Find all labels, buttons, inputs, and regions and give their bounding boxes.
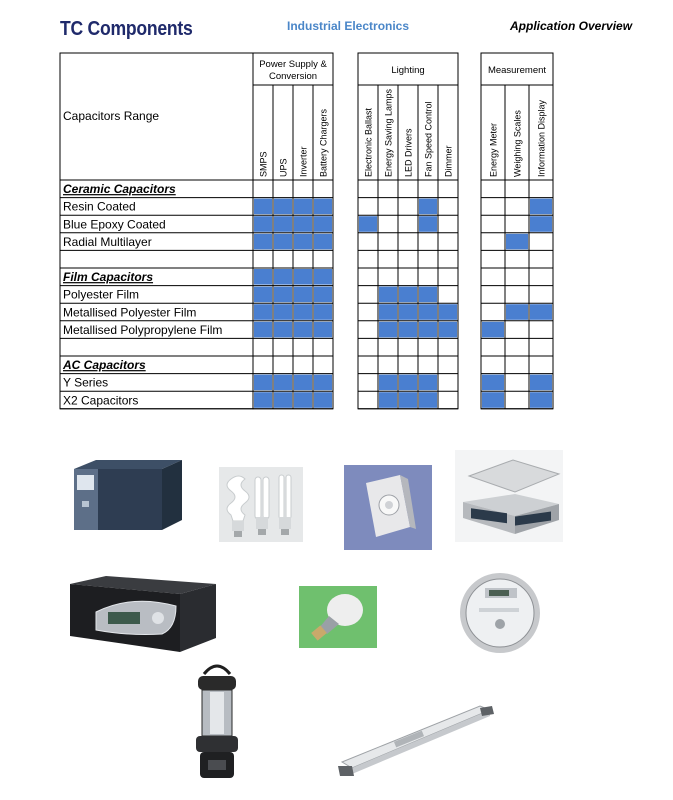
application-mark	[314, 392, 332, 408]
row-label: Polyester Film	[63, 287, 140, 302]
application-mark	[506, 304, 528, 320]
application-mark	[314, 234, 332, 250]
application-mark	[274, 375, 292, 391]
row-label: Radial Multilayer	[63, 234, 152, 249]
application-mark	[482, 322, 504, 338]
application-mark	[294, 304, 312, 320]
column-header: Weighing Scales	[512, 110, 523, 177]
group-header-label: Lighting	[391, 65, 425, 76]
ballast-photo	[334, 700, 496, 782]
application-mark	[314, 269, 332, 285]
application-mark	[254, 199, 272, 215]
application-mark	[530, 304, 552, 320]
application-mark	[379, 304, 397, 320]
application-mark	[399, 322, 417, 338]
dimmer-photo	[344, 465, 432, 550]
group-header-label: Conversion	[268, 71, 318, 82]
application-mark	[254, 234, 272, 250]
application-mark	[274, 199, 292, 215]
application-mark	[439, 322, 457, 338]
application-mark	[254, 216, 272, 232]
inverter-photo	[66, 572, 218, 654]
column-header: Energy Saving Lamps	[383, 88, 394, 177]
application-mark	[274, 322, 292, 338]
application-mark	[482, 392, 504, 408]
application-mark	[254, 322, 272, 338]
group-header-label: Power Supply &	[259, 59, 327, 70]
application-mark	[274, 269, 292, 285]
section-title: Industrial Electronics	[287, 19, 410, 33]
application-mark	[294, 287, 312, 303]
application-mark	[314, 287, 332, 303]
corner-label: Capacitors Range	[63, 109, 160, 123]
row-label: Metallised Polyester Film	[63, 305, 197, 320]
column-header: UPS	[278, 158, 289, 177]
application-mark	[379, 375, 397, 391]
application-mark	[294, 234, 312, 250]
row-label: Resin Coated	[63, 199, 136, 214]
row-label: Y Series	[63, 375, 109, 390]
application-mark	[254, 375, 272, 391]
column-header: Information Display	[536, 99, 547, 177]
application-mark	[379, 322, 397, 338]
column-header: SMPS	[258, 151, 269, 177]
application-mark	[314, 199, 332, 215]
application-mark	[419, 322, 437, 338]
column-header: Battery Chargers	[318, 108, 329, 177]
application-mark	[399, 287, 417, 303]
application-mark	[379, 287, 397, 303]
application-mark	[294, 216, 312, 232]
application-mark	[439, 304, 457, 320]
column-header: Inverter	[298, 146, 309, 177]
application-mark	[379, 392, 397, 408]
application-mark	[530, 199, 552, 215]
application-mark	[314, 304, 332, 320]
application-mark	[314, 322, 332, 338]
application-mark	[294, 375, 312, 391]
brand-logo-text: TC Components	[60, 18, 193, 40]
column-header: LED Drivers	[403, 128, 414, 177]
application-mark	[530, 392, 552, 408]
application-mark	[294, 322, 312, 338]
category-label: Ceramic Capacitors	[63, 182, 176, 197]
application-mark	[254, 287, 272, 303]
cfl-lamps-photo	[219, 467, 303, 542]
column-header: Fan Speed Control	[423, 101, 434, 177]
application-mark	[482, 375, 504, 391]
application-mark	[274, 216, 292, 232]
application-mark	[419, 287, 437, 303]
application-mark	[274, 392, 292, 408]
application-mark	[530, 375, 552, 391]
application-mark	[274, 304, 292, 320]
column-header: Dimmer	[443, 145, 454, 177]
application-mark	[314, 216, 332, 232]
application-mark	[419, 199, 437, 215]
row-label: X2 Capacitors	[63, 393, 139, 408]
led-bulb-photo	[299, 586, 377, 648]
application-mark	[359, 216, 377, 232]
application-mark	[294, 269, 312, 285]
column-header: Electronic Ballast	[363, 107, 374, 177]
application-mark	[506, 234, 528, 250]
application-mark	[419, 216, 437, 232]
application-mark	[254, 304, 272, 320]
application-mark	[419, 304, 437, 320]
lantern-photo	[190, 660, 244, 782]
application-mark	[399, 392, 417, 408]
application-mark	[294, 392, 312, 408]
application-mark	[254, 269, 272, 285]
application-mark	[274, 287, 292, 303]
row-label: Metallised Polypropylene Film	[63, 322, 223, 337]
energy-meter-photo	[455, 568, 543, 658]
category-label: AC Capacitors	[63, 358, 146, 373]
application-mark	[419, 375, 437, 391]
document-title: Application Overview	[510, 19, 633, 33]
application-mark	[274, 234, 292, 250]
application-mark	[530, 216, 552, 232]
application-mark	[419, 392, 437, 408]
weighing-scale-photo	[455, 450, 563, 542]
ups-photo	[66, 455, 186, 540]
application-mark	[399, 304, 417, 320]
row-label: Blue Epoxy Coated	[63, 217, 166, 232]
application-mark	[399, 375, 417, 391]
group-header-label: Measurement	[487, 65, 547, 76]
application-mark	[254, 392, 272, 408]
application-mark	[294, 199, 312, 215]
application-mark	[314, 375, 332, 391]
category-label: Film Capacitors	[63, 270, 154, 285]
column-header: Energy Meter	[488, 122, 499, 177]
